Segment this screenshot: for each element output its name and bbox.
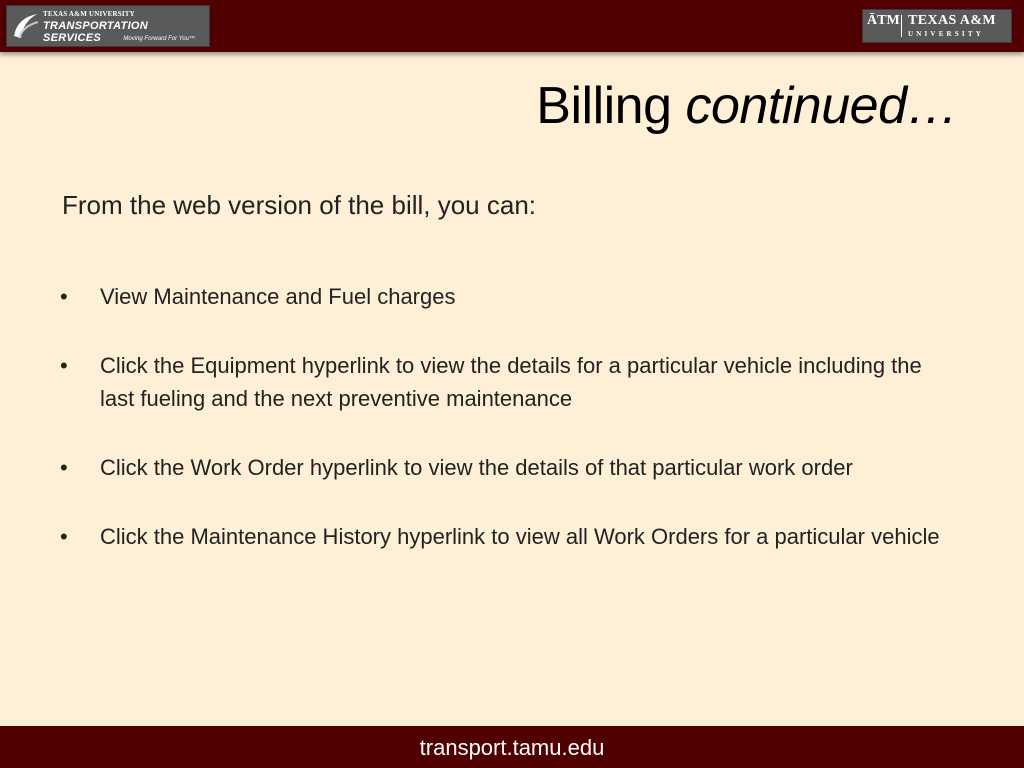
- atm-mark-icon: ĀTM: [867, 13, 900, 28]
- bullet-icon: •: [60, 455, 68, 480]
- transportation-services-logo: [6, 5, 210, 47]
- slide-title-italic: continued…: [685, 77, 958, 135]
- logo-department-text: TRANSPORTATION SERVICES: [43, 20, 149, 44]
- bullet-text: Click the Equipment hyperlink to view the details for a particular vehicle including the last fueling and the next preventive maintenance: [100, 353, 922, 411]
- bullet-icon: •: [60, 353, 68, 378]
- intro-text: From the web version of the bill, you can:: [62, 190, 537, 220]
- logo-university-text: UNIVERSITY: [908, 30, 984, 38]
- header-bar: [0, 0, 1024, 52]
- list-item: [56, 520, 956, 553]
- transportation-swoosh-icon: [11, 10, 41, 42]
- footer-url: transport.tamu.edu: [419, 735, 605, 760]
- slide-title-plain: Billing: [536, 77, 672, 135]
- logo-tagline: Moving Forward For You™: [123, 36, 195, 42]
- logo-divider: [901, 15, 902, 37]
- bullet-icon: •: [60, 524, 68, 549]
- texas-am-university-logo: [862, 9, 1012, 43]
- list-item: [56, 280, 956, 313]
- list-item: [56, 349, 956, 415]
- bullet-text: Click the Work Order hyperlink to view the details of that particular work order: [100, 455, 853, 480]
- footer-bar: [0, 726, 1024, 768]
- bullet-text: View Maintenance and Fuel charges: [100, 284, 456, 309]
- logo-texas-am-text: TEXAS A&M: [908, 13, 996, 28]
- bullet-text: Click the Maintenance History hyperlink to view all Work Orders for a particular vehicle: [100, 524, 940, 549]
- slide-title: [536, 76, 958, 136]
- bullet-list: [56, 280, 956, 589]
- logo-university-text: TEXAS A&M UNIVERSITY: [43, 10, 135, 18]
- list-item: [56, 451, 956, 484]
- bullet-icon: •: [60, 284, 68, 309]
